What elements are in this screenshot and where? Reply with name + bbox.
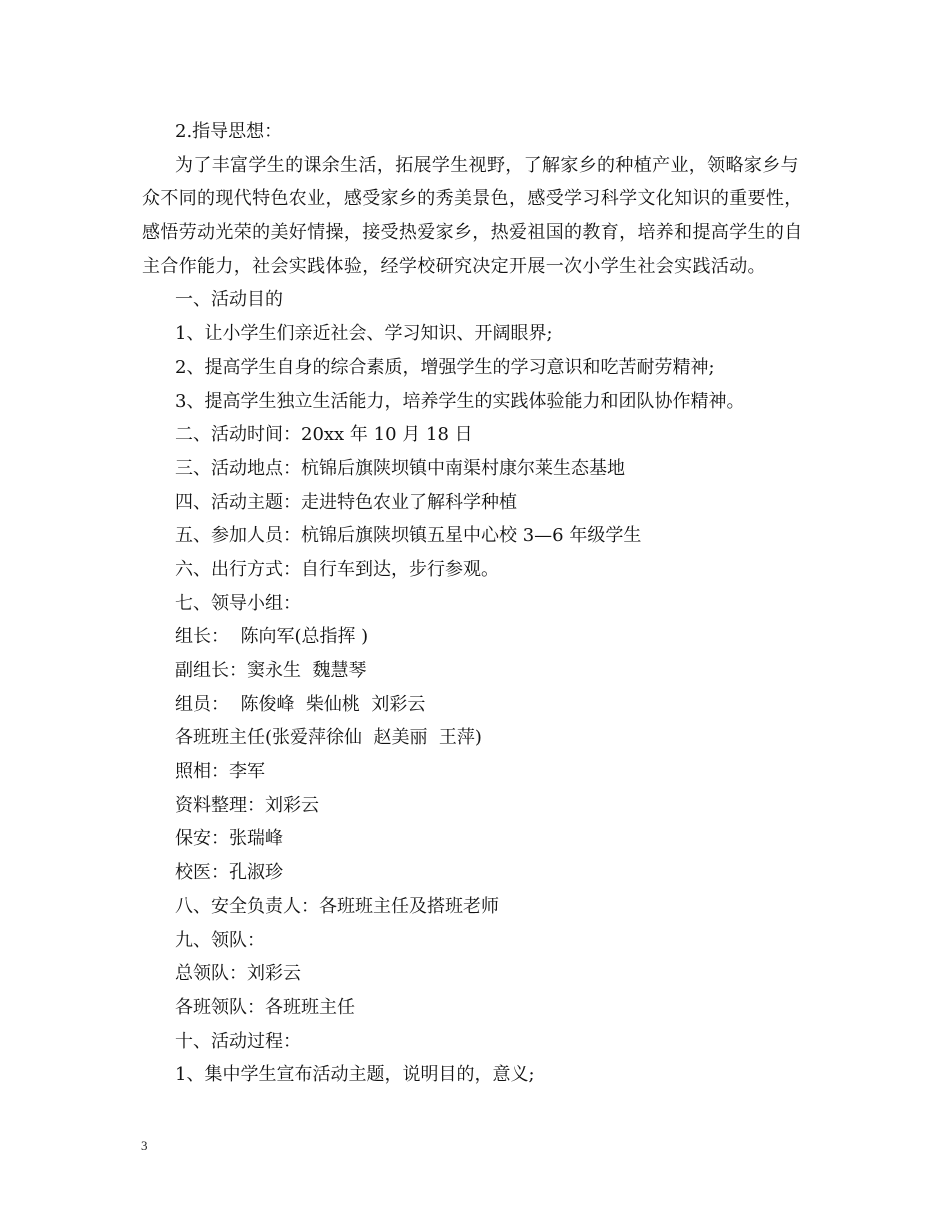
list-item: 七、领导小组： bbox=[175, 592, 301, 614]
list-item: 各班班主任(张爱萍徐仙 赵美丽 王萍) bbox=[175, 727, 482, 749]
intro-paragraph bbox=[142, 149, 812, 284]
paragraph-line: 众不同的现代特色农业，感受家乡的秀美景色，感受学习科学文化知识的重要性， bbox=[142, 188, 803, 210]
item-list bbox=[142, 283, 812, 1092]
list-item: 3、提高学生独立生活能力，培养学生的实践体验能力和团队协作精神。 bbox=[175, 390, 745, 412]
list-item: 三、活动地点：杭锦后旗陕坝镇中南渠村康尔莱生态基地 bbox=[175, 457, 625, 479]
list-item: 2、提高学生自身的综合素质，增强学生的学习意识和吃苦耐劳精神; bbox=[175, 356, 715, 378]
list-item: 校医：孔淑珍 bbox=[175, 862, 283, 884]
list-item: 二、活动时间：20xx 年 10 月 18 日 bbox=[175, 424, 473, 446]
list-item: 九、领队： bbox=[175, 929, 265, 951]
page-number: 3 bbox=[141, 1138, 148, 1153]
list-item: 资料整理：刘彩云 bbox=[175, 794, 319, 816]
list-item: 照相：李军 bbox=[175, 761, 265, 783]
list-item: 组员： 陈俊峰 柴仙桃 刘彩云 bbox=[175, 693, 426, 715]
section-heading: 2.指导思想： bbox=[175, 121, 283, 142]
list-item: 1、让小学生们亲近社会、学习知识、开阔眼界; bbox=[175, 323, 553, 345]
list-item: 1、集中学生宣布活动主题，说明目的，意义; bbox=[175, 1064, 535, 1086]
list-item: 保安：张瑞峰 bbox=[175, 828, 283, 850]
list-item: 一、活动目的 bbox=[175, 289, 283, 311]
list-item: 四、活动主题：走进特色农业了解科学种植 bbox=[175, 491, 517, 513]
list-item: 六、出行方式：自行车到达，步行参观。 bbox=[175, 558, 499, 580]
list-item: 组长： 陈向军(总指挥 ) bbox=[175, 626, 369, 648]
paragraph-line: 感悟劳动光荣的美好情操，接受热爱家乡，热爱祖国的教育，培养和提高学生的自 bbox=[142, 222, 803, 244]
list-item: 副组长：窦永生 魏慧琴 bbox=[175, 660, 367, 681]
document-body bbox=[142, 115, 812, 1092]
list-item: 各班领队：各班班主任 bbox=[175, 996, 355, 1018]
list-item: 五、参加人员：杭锦后旗陕坝镇五星中心校 3—6 年级学生 bbox=[175, 525, 642, 547]
paragraph-line: 主合作能力，社会实践体验，经学校研究决定开展一次小学生社会实践活动。 bbox=[142, 255, 766, 277]
list-item: 总领队：刘彩云 bbox=[175, 963, 301, 985]
list-item: 十、活动过程： bbox=[175, 1030, 301, 1052]
paragraph-line: 为了丰富学生的课余生活，拓展学生视野，了解家乡的种植产业，领略家乡与 bbox=[175, 154, 799, 176]
list-item: 八、安全负责人：各班班主任及搭班老师 bbox=[175, 895, 499, 917]
